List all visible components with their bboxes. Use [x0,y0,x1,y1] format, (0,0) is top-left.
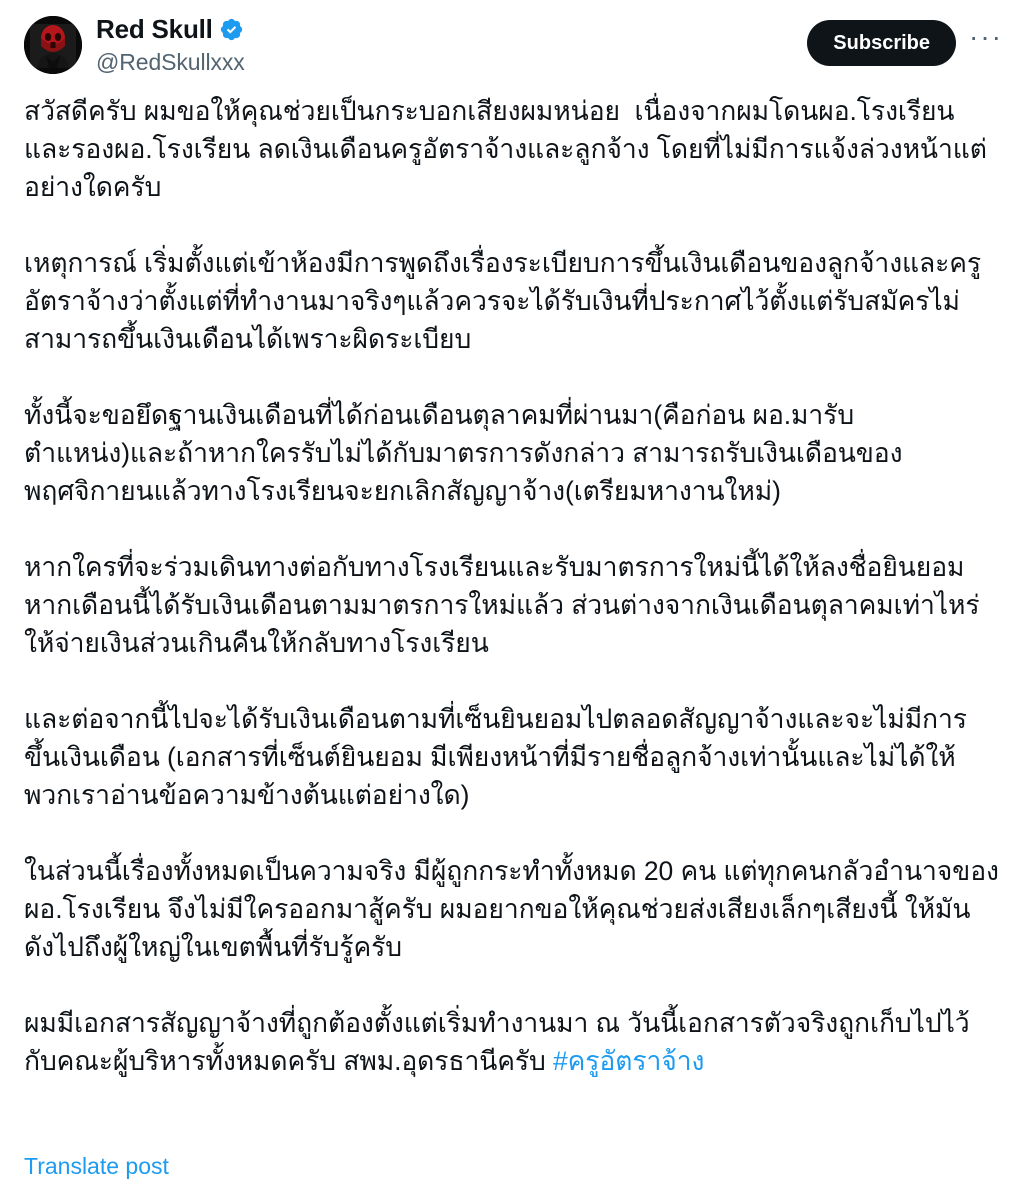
post-header [0,0,1024,92]
account-names [96,14,807,76]
post-paragraph: และต่อจากนี้ไปจะได้รับเงินเดือนตามที่เซ็นยินยอมไปตลอดสัญญาจ้างและจะไม่มีการขึ้นเงินเดือน (เอกสารที่เซ็นต์ยินยอม มีเพียงหน้าที่มีรายชื่อลูกจ้างเท่านั้นและไม่ได้ให้พวกเราอ่านข้อความข้างต้นแต่อย่างใด) [24,704,967,810]
post-paragraph: สวัสดีครับ ผมขอให้คุณช่วยเป็นกระบอกเสียงผมหน่อย เนื่องจากผมโดนผอ.โรงเรียนและรองผอ.โรงเรียน ลดเงินเดือนครูอัตราจ้างและลูกจ้าง โดยที่ไม่มีการแจ้งล่วงหน้าแต่อย่างใดครับ [24,96,987,202]
translate-post-row [0,1147,193,1180]
post-paragraph: เหตุการณ์ เริ่มตั้งแต่เข้าห้องมีการพูดถึงเรื่องระเบียบการขึ้นเงินเดือนของลูกจ้างและครูอัตราจ้างว่าตั้งแต่ที่ทำงานมาจริงๆแล้วควรจะได้รับเงินที่ประกาศไว้ตั้งแต่รับสมัครไม่สามารถขึ้นเงินเดือนได้เพราะผิดระเบียบ [24,248,982,354]
post-paragraph-final [24,1004,1000,1080]
header-actions [807,14,1004,66]
display-name-row [96,15,807,42]
account-handle: @RedSkullxxx [96,49,245,75]
hashtag-link[interactable]: #ครูอัตราจ้าง [553,1046,705,1076]
post-text [0,92,1024,1080]
subscribe-button[interactable]: Subscribe [807,20,956,66]
post-final-text: ผมมีเอกสารสัญญาจ้างที่ถูกต้องตั้งแต่เริ่มทำงานมา ณ วันนี้เอกสารตัวจริงถูกเก็บไปไว้กับคณะผู้บริหารทั้งหมดครับ สพม.อุดรธานีครับ [24,1008,970,1076]
avatar[interactable] [24,16,82,74]
post-paragraph: ในส่วนนี้เรื่องทั้งหมดเป็นความจริง มีผู้ถูกกระทำทั้งหมด 20 คน แต่ทุกคนกลัวอำนาจของ ผอ.โรงเรียน จึงไม่มีใครออกมาสู้ครับ ผมอยากขอให้คุณช่วยส่งเสียงเล็กๆเสียงนี้ ให้มันดังไปถึงผู้ใหญ่ในเขตพื้นที่รับรู้ครับ [24,856,1007,962]
translate-post-link[interactable]: Translate post [24,1153,169,1179]
post-paragraph: ทั้งนี้จะขอยึดฐานเงินเดือนที่ได้ก่อนเดือนตุลาคมที่ผ่านมา(คือก่อน ผอ.มารับตำแหน่ง)และถ้าหากใครรับไม่ได้กับมาตรการดังกล่าว สามารถรับเงินเดือนของพฤศจิกายนแล้วทางโรงเรียนจะยกเลิกสัญญาจ้าง(เตรียมหางานใหม่) [24,400,903,506]
display-name: Red Skull [96,13,213,44]
more-dots-glyph: ··· [969,21,1003,52]
more-options-icon[interactable] [968,21,1004,61]
post-paragraph: หากใครที่จะร่วมเดินทางต่อกับทางโรงเรียนและรับมาตรการใหม่นี้ได้ให้ลงชื่อยินยอมหากเดือนนี้ได้รับเงินเดือนตามมาตรการใหม่แล้ว ส่วนต่างจากเงินเดือนตุลาคมเท่าไหร่ให้จ่ายเงินส่วนเกินคืนให้กลับทางโรงเรียน [24,552,980,658]
verified-badge-icon [219,17,244,42]
